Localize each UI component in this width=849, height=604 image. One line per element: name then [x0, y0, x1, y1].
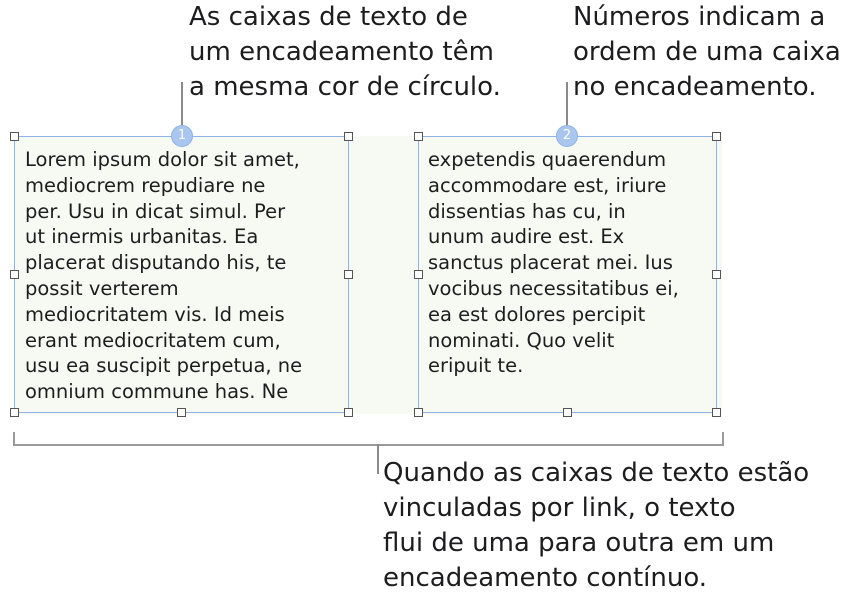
callout-thread-color — [189, 0, 501, 105]
thread-order-badge-1[interactable]: 1 — [171, 125, 193, 147]
leader-line-box-order — [566, 82, 568, 128]
text-line: ut inermis urbanitas. Ea — [25, 225, 259, 249]
callout-line: vinculadas por link, o texto — [383, 493, 736, 523]
callout-linked-flow — [383, 456, 809, 596]
resize-handle-top-right[interactable] — [712, 132, 721, 141]
callout-line: flui de uma para outra em um — [383, 528, 775, 558]
text-line: mediocrem repudiare ne — [25, 173, 266, 197]
resize-handle-bottom-left[interactable] — [10, 408, 19, 417]
resize-handle-bottom-center[interactable] — [563, 408, 572, 417]
text-box-content — [428, 147, 679, 379]
text-line: sanctus placerat mei. Ius — [428, 251, 673, 275]
span-bracket — [13, 432, 724, 446]
resize-handle-bottom-center[interactable] — [177, 408, 186, 417]
resize-handle-bottom-right[interactable] — [712, 408, 721, 417]
thread-order-badge-2[interactable]: 2 — [556, 125, 578, 147]
resize-handle-middle-left[interactable] — [414, 270, 423, 279]
leader-line-thread-color — [181, 82, 183, 128]
text-line: possit verterem — [25, 276, 179, 300]
text-line: expetendis quaerendum — [428, 148, 667, 171]
text-line: dissentias has cu, in — [428, 199, 626, 223]
text-line: mediocritatem vis. Id meis — [25, 302, 285, 326]
linked-text-box-2[interactable] — [418, 136, 717, 413]
text-line: vocibus necessitatibus ei, — [428, 276, 679, 300]
text-line: nominati. Quo velit — [428, 328, 615, 352]
callout-line: um encadeamento têm — [189, 37, 494, 67]
resize-handle-top-right[interactable] — [344, 132, 353, 141]
callout-line: no encadeamento. — [573, 72, 817, 102]
text-line: usu ea suscipit perpetua, ne — [25, 354, 303, 378]
text-line: accommodare est, iriure — [428, 173, 667, 197]
callout-line: Números indicam a — [573, 2, 826, 32]
resize-handle-bottom-left[interactable] — [414, 408, 423, 417]
text-line: omnium commune has. Ne — [25, 380, 289, 404]
resize-handle-middle-right[interactable] — [344, 270, 353, 279]
text-line: unum audire est. Ex — [428, 225, 625, 249]
callout-line: Quando as caixas de texto estão — [383, 458, 810, 488]
callout-line: encadeamento contínuo. — [383, 563, 708, 593]
callout-line: ordem de uma caixa — [573, 37, 841, 67]
leader-line-linked-flow — [377, 444, 379, 474]
text-box-content — [25, 147, 302, 405]
text-line: erant mediocritatem cum, — [25, 328, 281, 352]
resize-handle-top-left[interactable] — [414, 132, 423, 141]
resize-handle-top-left[interactable] — [10, 132, 19, 141]
callout-line: As caixas de texto de — [189, 2, 468, 32]
callout-box-order — [573, 0, 841, 105]
text-line: Lorem ipsum dolor sit amet, — [25, 148, 300, 171]
linked-text-box-1[interactable] — [14, 136, 349, 413]
text-line: eripuit te. — [428, 354, 524, 378]
text-line: per. Usu in dicat simul. Per — [25, 199, 286, 223]
callout-line: a mesma cor de círculo. — [189, 72, 501, 102]
resize-handle-bottom-right[interactable] — [344, 408, 353, 417]
resize-handle-middle-right[interactable] — [712, 270, 721, 279]
text-line: ea est dolores percipit — [428, 302, 646, 326]
text-line: placerat disputando his, te — [25, 251, 287, 275]
resize-handle-middle-left[interactable] — [10, 270, 19, 279]
